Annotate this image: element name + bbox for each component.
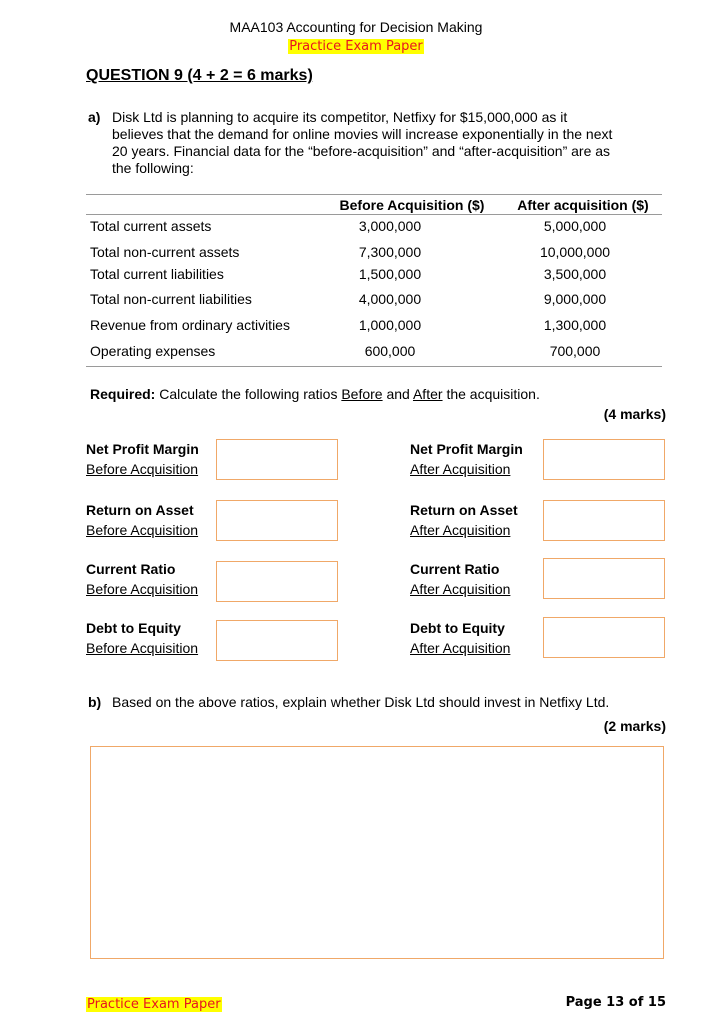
answer-box-debt-to-equity-after[interactable] [543,617,665,658]
table-row-label: Operating expenses [90,343,216,359]
part-b-text: Based on the above ratios, explain whether Disk Ltd should invest in Netfixy Ltd. [112,694,610,710]
table-cell-before: 600,000 [364,343,416,359]
part-a-marks: (4 marks) [603,406,666,422]
table-cell-after: 1,300,000 [543,317,607,333]
table-row-label: Total non-current assets [90,244,240,260]
table-cell-before: 3,000,000 [358,218,422,234]
ratio-title-before: Net Profit Margin [86,441,199,457]
table-top-rule [86,194,662,195]
ratio-subtitle-before: Before Acquisition [86,581,199,597]
table-cell-after: 10,000,000 [539,244,611,260]
ratio-title-before: Current Ratio [86,561,176,577]
part-a-line: believes that the demand for online movies will increase exponentially in the next [112,126,613,142]
footer-paper-label: Practice Exam Paper [87,997,221,1012]
table-cell-before: 1,500,000 [358,266,422,282]
table-cell-after: 3,500,000 [543,266,607,282]
table-cell-after: 700,000 [549,343,601,359]
required-text-post: the acquisition. [446,386,540,402]
table-cell-before: 1,000,000 [358,317,422,333]
table-header-after: After acquisition ($) [517,197,649,213]
ratio-title-after: Return on Asset [410,502,518,518]
header-paper-label: Practice Exam Paper [289,39,423,54]
table-row-label: Revenue from ordinary activities [90,317,290,333]
ratio-title-after: Debt to Equity [410,620,505,636]
page-number: Page 13 of 15 [565,995,666,1010]
part-a-paragraph [112,109,672,177]
part-a-label: a) [88,109,101,125]
table-cell-after: 9,000,000 [543,291,607,307]
part-b-label: b) [88,694,102,710]
required-before-word: Before [341,386,383,402]
table-row-label: Total current liabilities [90,266,224,282]
question-title: QUESTION 9 (4 + 2 = 6 marks) [86,67,313,84]
ratio-title-after: Current Ratio [410,561,500,577]
header-paper-label-wrap [0,37,712,55]
answer-box-net-profit-margin-after[interactable] [543,439,665,480]
footer-left-wrap [86,995,222,1013]
ratio-subtitle-after: After Acquisition [410,522,511,538]
ratio-subtitle-before: Before Acquisition [86,640,199,656]
table-bottom-rule [86,366,662,367]
ratio-subtitle-after: After Acquisition [410,581,511,597]
ratio-title-before: Return on Asset [86,502,194,518]
required-label: Required: [90,386,156,402]
table-cell-before: 4,000,000 [358,291,422,307]
table-row-label: Total non-current liabilities [90,291,252,307]
answer-box-return-on-asset-before[interactable] [216,500,338,541]
ratio-title-before: Debt to Equity [86,620,181,636]
answer-box-debt-to-equity-before[interactable] [216,620,338,661]
answer-box-current-ratio-before[interactable] [216,561,338,602]
course-title: MAA103 Accounting for Decision Making [229,19,483,35]
table-cell-after: 5,000,000 [543,218,607,234]
part-a-line: the following: [112,160,194,176]
ratio-subtitle-before: Before Acquisition [86,461,199,477]
answer-box-current-ratio-after[interactable] [543,558,665,599]
table-cell-before: 7,300,000 [358,244,422,260]
part-b-marks: (2 marks) [603,718,666,734]
ratio-subtitle-after: After Acquisition [410,461,511,477]
answer-box-part-b[interactable] [90,746,664,959]
table-row-label: Total current assets [90,218,212,234]
answer-box-return-on-asset-after[interactable] [543,500,665,541]
required-and-word: and [386,386,410,402]
part-a-line: Disk Ltd is planning to acquire its competitor, Netfixy for $15,000,000 as it [112,109,568,125]
ratio-subtitle-before: Before Acquisition [86,522,199,538]
answer-box-net-profit-margin-before[interactable] [216,439,338,480]
required-after-word: After [412,386,443,402]
ratio-title-after: Net Profit Margin [410,441,523,457]
part-a-line: 20 years. Financial data for the “before-acquisition” and “after-acquisition” are as [112,143,611,159]
table-header-before: Before Acquisition ($) [339,197,485,213]
required-text-pre: Calculate the following ratios [159,386,338,402]
required-line [90,386,540,402]
table-header-rule [86,214,662,215]
ratio-subtitle-after: After Acquisition [410,640,511,656]
